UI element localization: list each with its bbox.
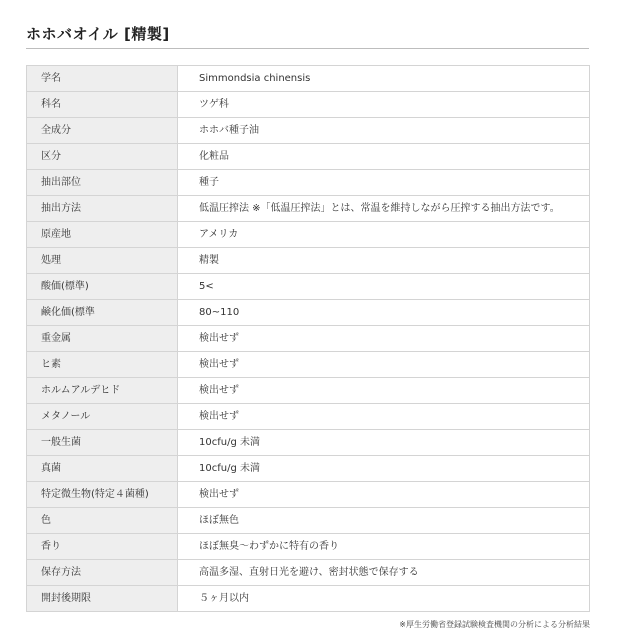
table-row: [27, 378, 590, 404]
table-row: [27, 300, 590, 326]
spec-label: 開封後期限: [27, 586, 178, 612]
spec-value: 検出せず: [178, 378, 590, 404]
spec-value: 5<: [178, 274, 590, 300]
spec-value: ほぼ無臭～わずかに特有の香り: [178, 534, 590, 560]
table-row: [27, 326, 590, 352]
spec-label: 一般生菌: [27, 430, 178, 456]
table-row: [27, 196, 590, 222]
table-row: [27, 170, 590, 196]
spec-label: 全成分: [27, 118, 178, 144]
spec-value: ホホバ種子油: [178, 118, 590, 144]
spec-label: 処理: [27, 248, 178, 274]
table-row: [27, 560, 590, 586]
spec-label: メタノール: [27, 404, 178, 430]
spec-value: 検出せず: [178, 326, 590, 352]
spec-value: 化粧品: [178, 144, 590, 170]
spec-value: ５ヶ月以内: [178, 586, 590, 612]
spec-value: アメリカ: [178, 222, 590, 248]
spec-label: 真菌: [27, 456, 178, 482]
title-divider: [26, 48, 589, 49]
table-row: [27, 508, 590, 534]
page-title: ホホバオイル [精製]: [26, 25, 170, 43]
spec-label: 抽出部位: [27, 170, 178, 196]
spec-value: 10cfu/g 未満: [178, 456, 590, 482]
spec-value: Simmondsia chinensis: [178, 66, 590, 92]
spec-label: 酸価(標準): [27, 274, 178, 300]
spec-label: 色: [27, 508, 178, 534]
spec-value: ほぼ無色: [178, 508, 590, 534]
spec-label: 香り: [27, 534, 178, 560]
spec-value: 低温圧搾法 ※「低温圧搾法」とは、常温を維持しながら圧搾する抽出方法です。: [178, 196, 590, 222]
spec-label: ホルムアルデヒド: [27, 378, 178, 404]
table-row: [27, 66, 590, 92]
spec-table-body: [27, 66, 590, 612]
table-row: [27, 92, 590, 118]
table-row: [27, 248, 590, 274]
spec-label: 抽出方法: [27, 196, 178, 222]
analysis-footnote: ※厚生労働省登録試験検査機関の分析による分析結果: [399, 620, 590, 629]
spec-value: 種子: [178, 170, 590, 196]
spec-label: 科名: [27, 92, 178, 118]
spec-label: 区分: [27, 144, 178, 170]
table-row: [27, 430, 590, 456]
table-row: [27, 482, 590, 508]
table-row: [27, 586, 590, 612]
table-row: [27, 456, 590, 482]
spec-value: 80~110: [178, 300, 590, 326]
spec-value: 検出せず: [178, 352, 590, 378]
spec-label: ヒ素: [27, 352, 178, 378]
spec-label: 学名: [27, 66, 178, 92]
spec-label: 鹸化価(標準: [27, 300, 178, 326]
table-row: [27, 222, 590, 248]
spec-value: 10cfu/g 未満: [178, 430, 590, 456]
spec-label: 特定微生物(特定４菌種): [27, 482, 178, 508]
table-row: [27, 274, 590, 300]
spec-label: 保存方法: [27, 560, 178, 586]
spec-table: [26, 65, 590, 612]
table-row: [27, 144, 590, 170]
spec-value: 検出せず: [178, 404, 590, 430]
spec-value: 検出せず: [178, 482, 590, 508]
table-row: [27, 404, 590, 430]
table-row: [27, 534, 590, 560]
table-row: [27, 352, 590, 378]
spec-value: 精製: [178, 248, 590, 274]
spec-value: 高温多湿、直射日光を避け、密封状態で保存する: [178, 560, 590, 586]
spec-label: 原産地: [27, 222, 178, 248]
spec-value: ツゲ科: [178, 92, 590, 118]
table-row: [27, 118, 590, 144]
spec-label: 重金属: [27, 326, 178, 352]
